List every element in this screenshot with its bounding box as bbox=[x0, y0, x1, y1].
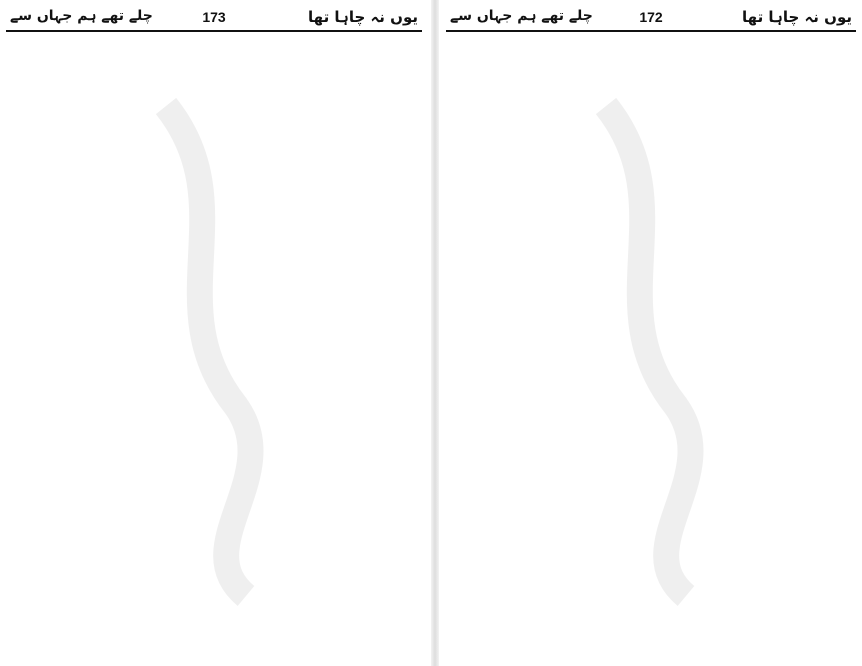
text-line bbox=[12, 425, 416, 447]
text-line bbox=[452, 403, 850, 425]
text-line bbox=[12, 252, 416, 274]
text-line bbox=[452, 425, 850, 447]
text-line bbox=[452, 446, 850, 468]
page-header bbox=[446, 6, 856, 32]
book-title: یوں نہ چاہا تھا bbox=[308, 8, 418, 26]
text-line bbox=[12, 122, 416, 144]
text-line bbox=[452, 166, 850, 188]
page-number: 172 bbox=[639, 9, 663, 25]
text-line bbox=[452, 79, 850, 101]
text-line bbox=[12, 554, 416, 576]
text-line bbox=[12, 230, 416, 252]
text-line bbox=[452, 230, 850, 252]
text-line bbox=[12, 187, 416, 209]
book-title: یوں نہ چاہا تھا bbox=[742, 8, 852, 26]
text-line bbox=[12, 295, 416, 317]
page-172 bbox=[446, 6, 856, 656]
page-body-text bbox=[12, 36, 416, 650]
text-line bbox=[452, 58, 850, 80]
text-line bbox=[452, 382, 850, 404]
text-line bbox=[12, 58, 416, 80]
text-line bbox=[12, 511, 416, 533]
text-line bbox=[452, 101, 850, 123]
text-line bbox=[12, 468, 416, 490]
text-line bbox=[452, 533, 850, 555]
text-line bbox=[12, 338, 416, 360]
text-line bbox=[452, 187, 850, 209]
text-line bbox=[12, 489, 416, 511]
page-header bbox=[6, 6, 422, 32]
text-line bbox=[12, 446, 416, 468]
text-line bbox=[12, 79, 416, 101]
text-line bbox=[452, 122, 850, 144]
text-line bbox=[12, 403, 416, 425]
text-line bbox=[452, 295, 850, 317]
text-line bbox=[12, 641, 416, 656]
text-line bbox=[452, 274, 850, 296]
book-gutter bbox=[431, 0, 439, 666]
page-body-text bbox=[452, 36, 850, 650]
text-line bbox=[452, 338, 850, 360]
text-line bbox=[12, 274, 416, 296]
text-line bbox=[12, 619, 416, 641]
text-line bbox=[452, 317, 850, 339]
text-line bbox=[452, 468, 850, 490]
page-number: 173 bbox=[202, 9, 226, 25]
text-line bbox=[452, 641, 850, 656]
text-line bbox=[12, 209, 416, 231]
page-173 bbox=[6, 6, 422, 656]
text-line bbox=[12, 597, 416, 619]
text-line bbox=[452, 576, 850, 598]
text-line bbox=[12, 360, 416, 382]
text-line bbox=[12, 101, 416, 123]
text-line bbox=[12, 36, 416, 58]
text-line bbox=[452, 554, 850, 576]
text-line bbox=[12, 576, 416, 598]
text-line bbox=[452, 144, 850, 166]
running-head: چلے تھے ہم جہاں سے bbox=[10, 8, 153, 24]
text-line bbox=[12, 317, 416, 339]
text-line bbox=[452, 511, 850, 533]
text-line bbox=[452, 597, 850, 619]
text-line bbox=[12, 166, 416, 188]
text-line bbox=[12, 144, 416, 166]
text-line bbox=[12, 382, 416, 404]
text-line bbox=[452, 252, 850, 274]
text-line bbox=[452, 489, 850, 511]
text-line bbox=[452, 36, 850, 58]
text-line bbox=[452, 209, 850, 231]
running-head: چلے تھے ہم جہاں سے bbox=[450, 8, 593, 24]
text-line bbox=[12, 533, 416, 555]
text-line bbox=[452, 619, 850, 641]
text-line bbox=[452, 360, 850, 382]
